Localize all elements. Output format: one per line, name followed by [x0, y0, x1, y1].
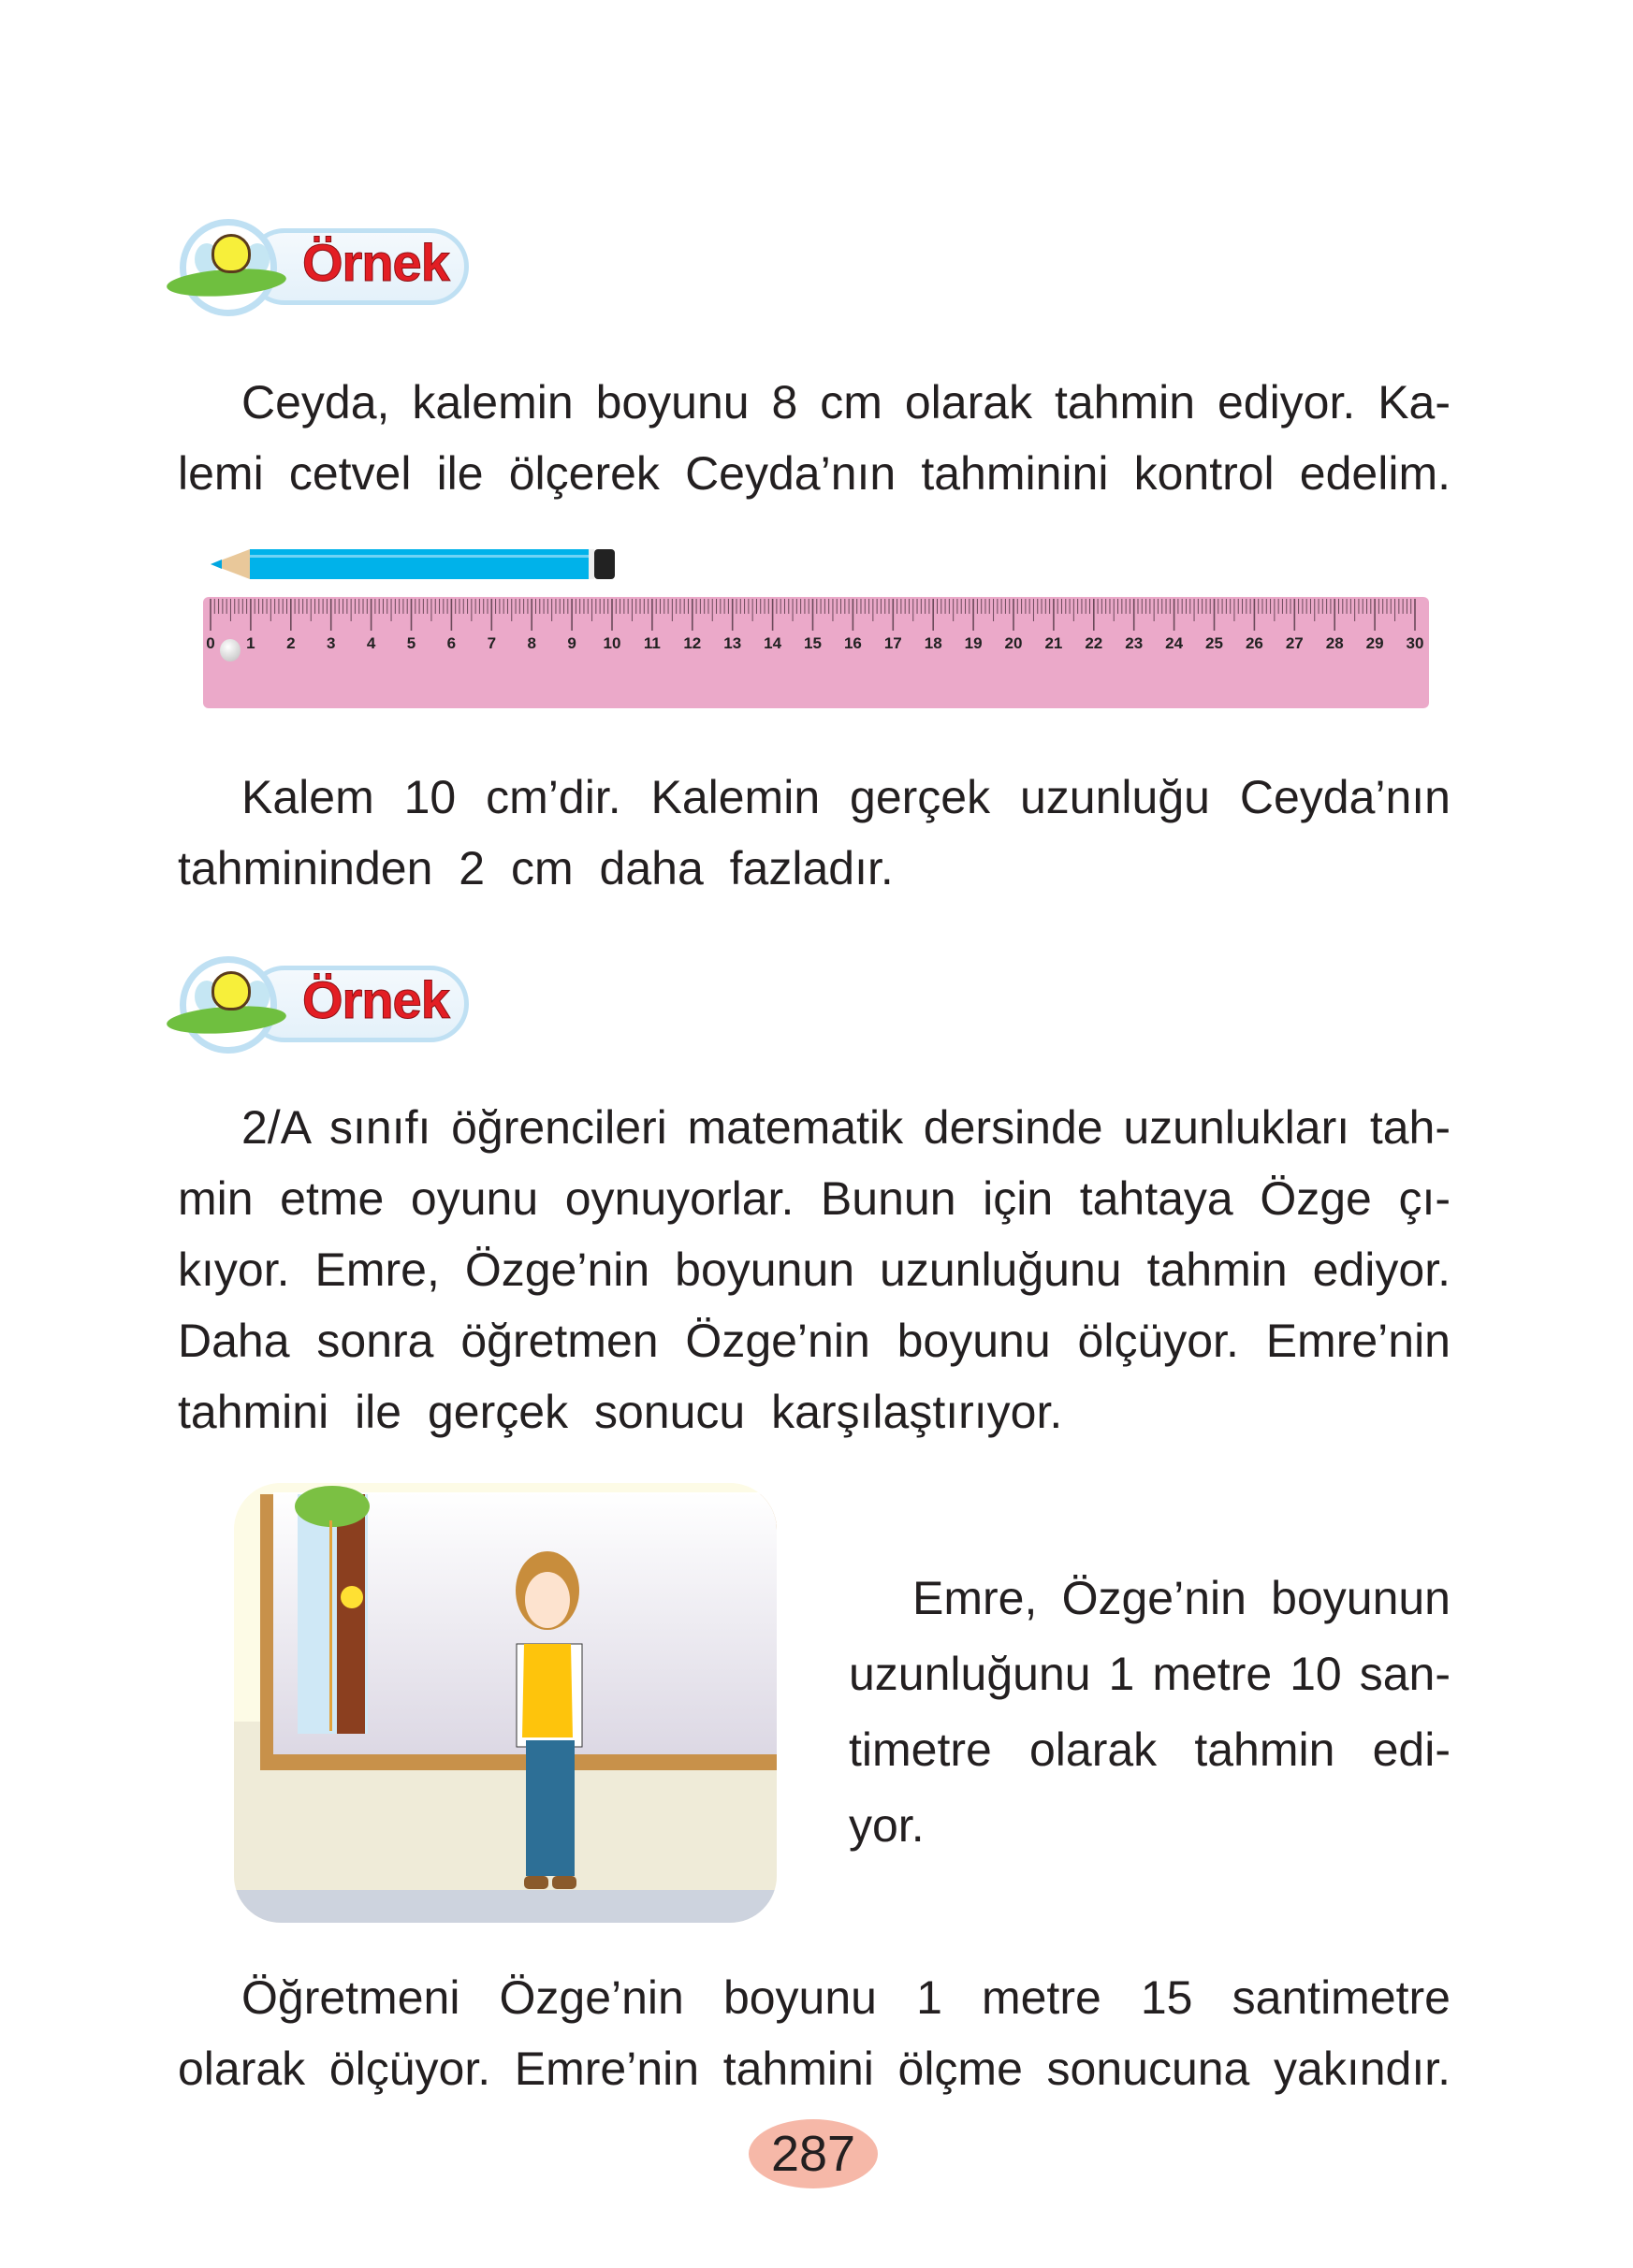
- ruler-label: 18: [924, 634, 942, 652]
- ruler-label: 24: [1165, 634, 1184, 652]
- ruler-label: 20: [1004, 634, 1023, 652]
- ruler-label: 2: [286, 634, 296, 652]
- ruler-label: 1: [246, 634, 255, 652]
- ruler-label: 26: [1245, 634, 1263, 652]
- ruler-label: 19: [964, 634, 983, 652]
- text-line: lemi cetvel ile ölçerek Ceyda’nın tahminini kontrol edelim.: [178, 447, 1451, 500]
- text-line: olarak ölçüyor. Emre’nin tahmini ölçme sonucuna yakındır.: [178, 2043, 1451, 2095]
- girl-at-board-illustration: [234, 1483, 777, 1923]
- example2-result: [178, 1962, 1451, 2104]
- text-line: uzunluğunu 1 metre 10 san-: [849, 1648, 1451, 1700]
- text-line: timetre olarak tahmin edi-: [849, 1723, 1451, 1776]
- text-line-content: Öğretmeni Özge’nin boyunu 1 metre 15 santimetre: [241, 1971, 1451, 2024]
- example1-text: [178, 367, 1451, 509]
- text-line: kıyor. Emre, Özge’nin boyunun uzunluğunu tahmin ediyor.: [178, 1243, 1451, 1296]
- ruler-label: 25: [1205, 634, 1223, 652]
- bee-mascot-icon: [211, 971, 251, 1010]
- badge-label: Örnek: [302, 970, 449, 1029]
- page-number: 287: [749, 2119, 878, 2188]
- ruler-label: 7: [487, 634, 497, 652]
- ruler-label: 5: [406, 634, 416, 652]
- text-line: [178, 367, 1451, 438]
- ruler-label: 12: [683, 634, 702, 652]
- badge-label: Örnek: [302, 233, 449, 292]
- ruler-scale: [203, 597, 1429, 708]
- ruler-label: 28: [1325, 634, 1344, 652]
- ruler: [203, 597, 1429, 708]
- ruler-label: 16: [843, 634, 862, 652]
- ruler-label: 6: [446, 634, 457, 652]
- ruler-label: 3: [326, 634, 336, 652]
- text-line-content: Ceyda, kalemin boyunu 8 cm olarak tahmin ediyor. Ka-: [241, 376, 1451, 429]
- ruler-label: 29: [1365, 634, 1384, 652]
- example1-result: [178, 762, 1451, 904]
- example-badge: [167, 215, 475, 323]
- ruler-label: 17: [883, 634, 902, 652]
- ruler-label: 21: [1044, 634, 1063, 652]
- text-line: tahmini ile gerçek sonucu karşılaştırıyor.: [178, 1386, 1063, 1438]
- ruler-label: 27: [1285, 634, 1304, 652]
- ruler-hole: [220, 639, 241, 662]
- ruler-label: 14: [764, 634, 782, 652]
- text-line: min etme oyunu oynuyorlar. Bunun için tahtaya Özge çı-: [178, 1172, 1451, 1225]
- text-line: Emre, Özge’nin boyunun: [912, 1572, 1451, 1624]
- pencil-icon: [211, 547, 615, 581]
- ruler-label: 13: [723, 634, 742, 652]
- text-line: [178, 1092, 1451, 1163]
- text-line: Daha sonra öğretmen Özge’nin boyunu ölçüyor. Emre’nin: [178, 1315, 1451, 1367]
- ruler-label: 11: [643, 634, 661, 652]
- bee-mascot-icon: [211, 234, 251, 273]
- text-line: [178, 762, 1451, 833]
- example-badge: [167, 952, 475, 1060]
- ruler-label: 10: [603, 634, 621, 652]
- ruler-label: 0: [206, 634, 215, 652]
- text-line: tahmininden 2 cm daha fazladır.: [178, 842, 894, 894]
- text-line: [178, 1962, 1451, 2033]
- example2-text: [178, 1092, 1451, 1447]
- ruler-label: 22: [1085, 634, 1103, 652]
- ruler-label: 8: [527, 634, 536, 652]
- classroom-illustration: [234, 1483, 777, 1923]
- text-line: yor.: [849, 1799, 925, 1852]
- ruler-label: 4: [366, 634, 376, 652]
- ruler-label: 9: [567, 634, 576, 652]
- text-line-content: 2/A sınıfı öğrencileri matematik dersinde uzunlukları tah-: [241, 1101, 1451, 1154]
- ruler-label: 30: [1406, 634, 1424, 652]
- estimate-text: [849, 1561, 1451, 1864]
- text-line-content: Kalem 10 cm’dir. Kalemin gerçek uzunluğu Ceyda’nın: [241, 771, 1451, 823]
- ruler-label: 23: [1125, 634, 1144, 652]
- ruler-label: 15: [804, 634, 822, 652]
